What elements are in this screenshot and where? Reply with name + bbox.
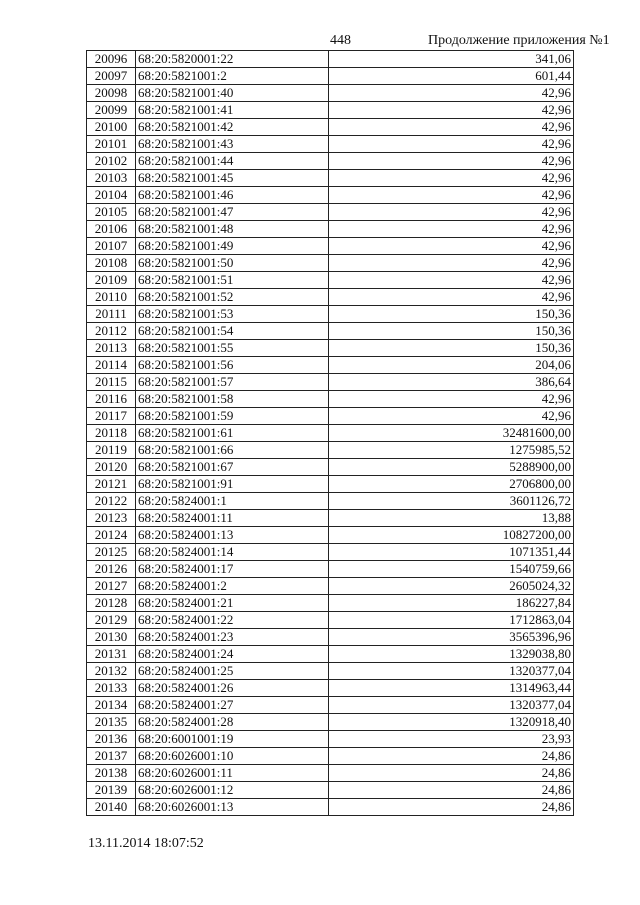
row-number: 20131 xyxy=(87,646,136,663)
row-number: 20138 xyxy=(87,765,136,782)
cadastral-value: 150,36 xyxy=(329,340,574,357)
cadastral-number: 68:20:5824001:28 xyxy=(136,714,329,731)
row-number: 20101 xyxy=(87,136,136,153)
table-row xyxy=(87,306,574,323)
row-number: 20114 xyxy=(87,357,136,374)
row-number: 20116 xyxy=(87,391,136,408)
table-row xyxy=(87,493,574,510)
table-row xyxy=(87,136,574,153)
cadastral-number: 68:20:5821001:54 xyxy=(136,323,329,340)
row-number: 20139 xyxy=(87,782,136,799)
table-row xyxy=(87,476,574,493)
table-row xyxy=(87,765,574,782)
table-row xyxy=(87,204,574,221)
cadastral-value: 42,96 xyxy=(329,391,574,408)
table-row xyxy=(87,561,574,578)
table-row xyxy=(87,782,574,799)
cadastral-value: 24,86 xyxy=(329,782,574,799)
cadastral-value: 42,96 xyxy=(329,136,574,153)
cadastral-value: 150,36 xyxy=(329,323,574,340)
cadastral-number: 68:20:5824001:23 xyxy=(136,629,329,646)
table-row xyxy=(87,646,574,663)
cadastral-number: 68:20:5821001:44 xyxy=(136,153,329,170)
cadastral-value: 1314963,44 xyxy=(329,680,574,697)
row-number: 20134 xyxy=(87,697,136,714)
cadastral-value: 1540759,66 xyxy=(329,561,574,578)
table-row xyxy=(87,221,574,238)
cadastral-value: 24,86 xyxy=(329,748,574,765)
cadastral-value: 42,96 xyxy=(329,102,574,119)
cadastral-value: 1320377,04 xyxy=(329,663,574,680)
cadastral-value: 601,44 xyxy=(329,68,574,85)
cadastral-value: 32481600,00 xyxy=(329,425,574,442)
page-number: 448 xyxy=(330,33,351,48)
cadastral-number: 68:20:5820001:22 xyxy=(136,51,329,68)
cadastral-number: 68:20:5824001:26 xyxy=(136,680,329,697)
cadastral-number: 68:20:5824001:27 xyxy=(136,697,329,714)
table-row xyxy=(87,68,574,85)
cadastral-number: 68:20:5824001:22 xyxy=(136,612,329,629)
table-row xyxy=(87,442,574,459)
cadastral-number: 68:20:6026001:13 xyxy=(136,799,329,816)
cadastral-number: 68:20:5821001:45 xyxy=(136,170,329,187)
cadastral-value: 1320377,04 xyxy=(329,697,574,714)
table-row xyxy=(87,425,574,442)
table-row xyxy=(87,544,574,561)
row-number: 20140 xyxy=(87,799,136,816)
cadastral-number: 68:20:6026001:12 xyxy=(136,782,329,799)
row-number: 20121 xyxy=(87,476,136,493)
cadastral-value: 10827200,00 xyxy=(329,527,574,544)
row-number: 20127 xyxy=(87,578,136,595)
table-body xyxy=(87,51,574,816)
table-row xyxy=(87,85,574,102)
cadastral-value: 204,06 xyxy=(329,357,574,374)
cadastral-value: 42,96 xyxy=(329,255,574,272)
table-row xyxy=(87,357,574,374)
cadastral-value: 42,96 xyxy=(329,204,574,221)
cadastral-value: 23,93 xyxy=(329,731,574,748)
table-row xyxy=(87,459,574,476)
print-timestamp: 13.11.2014 18:07:52 xyxy=(88,836,204,851)
table-row xyxy=(87,408,574,425)
cadastral-value: 1320918,40 xyxy=(329,714,574,731)
row-number: 20118 xyxy=(87,425,136,442)
row-number: 20108 xyxy=(87,255,136,272)
table-row xyxy=(87,153,574,170)
cadastral-number: 68:20:5821001:42 xyxy=(136,119,329,136)
cadastral-value: 42,96 xyxy=(329,85,574,102)
table-row xyxy=(87,663,574,680)
row-number: 20132 xyxy=(87,663,136,680)
cadastral-number: 68:20:5821001:51 xyxy=(136,272,329,289)
cadastral-number: 68:20:5824001:14 xyxy=(136,544,329,561)
cadastral-value-table xyxy=(86,50,574,816)
cadastral-number: 68:20:5821001:66 xyxy=(136,442,329,459)
row-number: 20120 xyxy=(87,459,136,476)
table-row xyxy=(87,697,574,714)
row-number: 20112 xyxy=(87,323,136,340)
row-number: 20096 xyxy=(87,51,136,68)
cadastral-value: 42,96 xyxy=(329,187,574,204)
row-number: 20111 xyxy=(87,306,136,323)
table-row xyxy=(87,527,574,544)
cadastral-value: 1275985,52 xyxy=(329,442,574,459)
table-row xyxy=(87,187,574,204)
table-row xyxy=(87,119,574,136)
row-number: 20125 xyxy=(87,544,136,561)
row-number: 20099 xyxy=(87,102,136,119)
table-row xyxy=(87,374,574,391)
cadastral-number: 68:20:5821001:58 xyxy=(136,391,329,408)
cadastral-value: 3565396,96 xyxy=(329,629,574,646)
row-number: 20119 xyxy=(87,442,136,459)
row-number: 20124 xyxy=(87,527,136,544)
cadastral-number: 68:20:5824001:13 xyxy=(136,527,329,544)
cadastral-number: 68:20:6001001:19 xyxy=(136,731,329,748)
cadastral-number: 68:20:5821001:48 xyxy=(136,221,329,238)
row-number: 20103 xyxy=(87,170,136,187)
row-number: 20130 xyxy=(87,629,136,646)
cadastral-value: 3601126,72 xyxy=(329,493,574,510)
table-row xyxy=(87,272,574,289)
cadastral-number: 68:20:5821001:57 xyxy=(136,374,329,391)
table-row xyxy=(87,51,574,68)
cadastral-number: 68:20:5821001:2 xyxy=(136,68,329,85)
row-number: 20122 xyxy=(87,493,136,510)
row-number: 20137 xyxy=(87,748,136,765)
row-number: 20104 xyxy=(87,187,136,204)
row-number: 20097 xyxy=(87,68,136,85)
cadastral-number: 68:20:5821001:52 xyxy=(136,289,329,306)
cadastral-number: 68:20:5821001:67 xyxy=(136,459,329,476)
cadastral-number: 68:20:5821001:41 xyxy=(136,102,329,119)
cadastral-number: 68:20:5821001:47 xyxy=(136,204,329,221)
row-number: 20109 xyxy=(87,272,136,289)
table-row xyxy=(87,170,574,187)
cadastral-value: 1329038,80 xyxy=(329,646,574,663)
table-row xyxy=(87,289,574,306)
table-row xyxy=(87,612,574,629)
row-number: 20110 xyxy=(87,289,136,306)
cadastral-value: 1712863,04 xyxy=(329,612,574,629)
cadastral-number: 68:20:5821001:91 xyxy=(136,476,329,493)
cadastral-value: 341,06 xyxy=(329,51,574,68)
cadastral-number: 68:20:5821001:53 xyxy=(136,306,329,323)
row-number: 20102 xyxy=(87,153,136,170)
cadastral-value: 1071351,44 xyxy=(329,544,574,561)
table-row xyxy=(87,629,574,646)
cadastral-number: 68:20:5821001:59 xyxy=(136,408,329,425)
cadastral-value: 13,88 xyxy=(329,510,574,527)
cadastral-value: 42,96 xyxy=(329,408,574,425)
cadastral-value: 42,96 xyxy=(329,272,574,289)
table-row xyxy=(87,323,574,340)
table-row xyxy=(87,102,574,119)
cadastral-number: 68:20:6026001:11 xyxy=(136,765,329,782)
cadastral-number: 68:20:5821001:55 xyxy=(136,340,329,357)
cadastral-number: 68:20:5824001:25 xyxy=(136,663,329,680)
row-number: 20106 xyxy=(87,221,136,238)
cadastral-value: 386,64 xyxy=(329,374,574,391)
cadastral-value: 42,96 xyxy=(329,221,574,238)
cadastral-number: 68:20:5821001:40 xyxy=(136,85,329,102)
cadastral-value: 2605024,32 xyxy=(329,578,574,595)
cadastral-number: 68:20:5821001:56 xyxy=(136,357,329,374)
table-row xyxy=(87,340,574,357)
cadastral-number: 68:20:5821001:46 xyxy=(136,187,329,204)
row-number: 20136 xyxy=(87,731,136,748)
table-row xyxy=(87,595,574,612)
cadastral-value: 24,86 xyxy=(329,799,574,816)
row-number: 20117 xyxy=(87,408,136,425)
cadastral-number: 68:20:5824001:1 xyxy=(136,493,329,510)
table-row xyxy=(87,680,574,697)
cadastral-number: 68:20:5821001:50 xyxy=(136,255,329,272)
cadastral-number: 68:20:5821001:49 xyxy=(136,238,329,255)
cadastral-number: 68:20:5821001:43 xyxy=(136,136,329,153)
cadastral-number: 68:20:5824001:2 xyxy=(136,578,329,595)
cadastral-value: 42,96 xyxy=(329,153,574,170)
table-row xyxy=(87,799,574,816)
table-row xyxy=(87,510,574,527)
cadastral-number: 68:20:6026001:10 xyxy=(136,748,329,765)
row-number: 20123 xyxy=(87,510,136,527)
cadastral-number: 68:20:5824001:11 xyxy=(136,510,329,527)
table-row xyxy=(87,238,574,255)
cadastral-value: 24,86 xyxy=(329,765,574,782)
row-number: 20129 xyxy=(87,612,136,629)
row-number: 20135 xyxy=(87,714,136,731)
cadastral-value: 150,36 xyxy=(329,306,574,323)
cadastral-value: 5288900,00 xyxy=(329,459,574,476)
continuation-header: Продолжение приложения №1 xyxy=(428,33,610,48)
row-number: 20098 xyxy=(87,85,136,102)
row-number: 20107 xyxy=(87,238,136,255)
cadastral-value: 2706800,00 xyxy=(329,476,574,493)
cadastral-number: 68:20:5824001:21 xyxy=(136,595,329,612)
row-number: 20133 xyxy=(87,680,136,697)
row-number: 20113 xyxy=(87,340,136,357)
table-row xyxy=(87,748,574,765)
row-number: 20115 xyxy=(87,374,136,391)
cadastral-number: 68:20:5821001:61 xyxy=(136,425,329,442)
row-number: 20100 xyxy=(87,119,136,136)
table-row xyxy=(87,714,574,731)
table-row xyxy=(87,391,574,408)
cadastral-number: 68:20:5824001:17 xyxy=(136,561,329,578)
row-number: 20126 xyxy=(87,561,136,578)
cadastral-value: 42,96 xyxy=(329,238,574,255)
cadastral-value: 42,96 xyxy=(329,170,574,187)
table-row xyxy=(87,578,574,595)
table-row xyxy=(87,731,574,748)
row-number: 20105 xyxy=(87,204,136,221)
cadastral-value: 186227,84 xyxy=(329,595,574,612)
table-row xyxy=(87,255,574,272)
row-number: 20128 xyxy=(87,595,136,612)
cadastral-number: 68:20:5824001:24 xyxy=(136,646,329,663)
cadastral-value: 42,96 xyxy=(329,119,574,136)
cadastral-value: 42,96 xyxy=(329,289,574,306)
